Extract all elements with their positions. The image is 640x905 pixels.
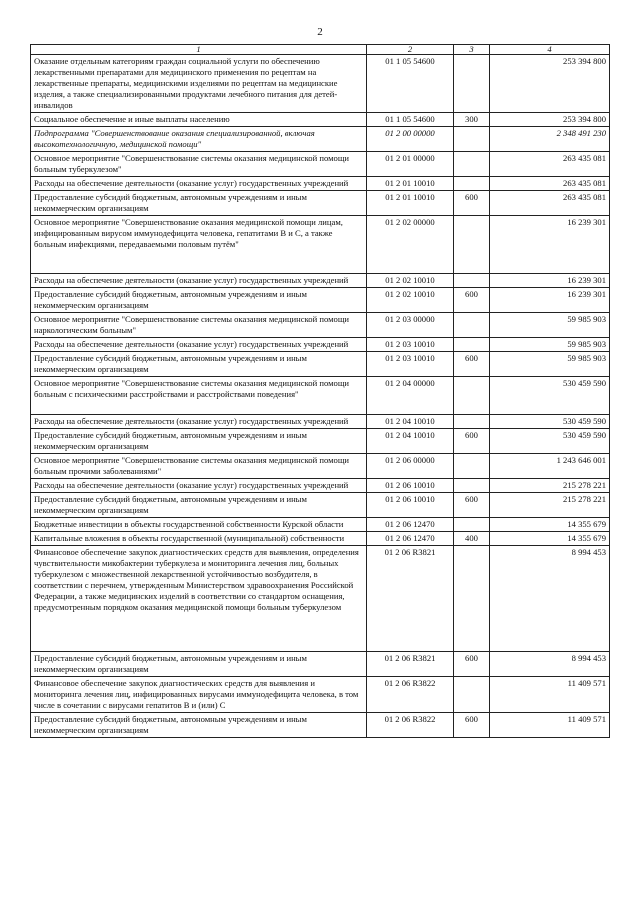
row-name-cell: Социальное обеспечение и иные выплаты населению <box>31 113 367 127</box>
row-type-cell <box>454 415 490 429</box>
row-type-cell: 600 <box>454 429 490 454</box>
row-name-cell: Бюджетные инвестиции в объекты государственной собственности Курской области <box>31 518 367 532</box>
row-name-cell: Предоставление субсидий бюджетным, автономным учреждениям и иным некоммерческим организациям <box>31 191 367 216</box>
row-name-cell: Расходы на обеспечение деятельности (оказание услуг) государственных учреждений <box>31 177 367 191</box>
row-name-cell: Предоставление субсидий бюджетным, автономным учреждениям и иным некоммерческим организациям <box>31 288 367 313</box>
budget-table <box>30 44 610 738</box>
table-row <box>31 713 610 738</box>
row-type-cell <box>454 177 490 191</box>
row-type-cell: 600 <box>454 352 490 377</box>
table-row <box>31 652 610 677</box>
row-amount-cell: 2 348 491 230 <box>490 127 610 152</box>
table-row <box>31 191 610 216</box>
row-name-cell: Финансовое обеспечение закупок диагностических средств для выявления, определения чувствительности микобактерии туберкулеза и мониторинга лечения лиц, больных туберкулезом с множественной лекарственной устойчивостью возбудителя, в соответствии с перечнем, утвержденным Министерством здравоохранения Российской Федерации, а также медицинских изделий в соответствии со стандартом оснащения, предусмотренным порядком оказания медицинской помощи больным туберкулезом <box>31 546 367 652</box>
row-type-cell: 400 <box>454 532 490 546</box>
row-name-cell: Оказание отдельным категориям граждан социальной услуги по обеспечению лекарственными препаратами для медицинского применения по рецептам на лекарственные препараты, медицинскими изделиями по рецептам на медицинские изделия, а также специализированными продуктами лечебного питания для детей-инвалидов <box>31 55 367 113</box>
table-row <box>31 127 610 152</box>
row-name-cell: Основное мероприятие "Совершенствование системы оказания медицинской помощи больным туберкулезом" <box>31 152 367 177</box>
row-code-cell: 01 1 05 54600 <box>367 55 454 113</box>
row-amount-cell: 263 435 081 <box>490 152 610 177</box>
table-row <box>31 177 610 191</box>
row-amount-cell: 215 278 221 <box>490 479 610 493</box>
table-row <box>31 532 610 546</box>
row-amount-cell: 59 985 903 <box>490 338 610 352</box>
row-amount-cell: 14 355 679 <box>490 532 610 546</box>
row-code-cell: 01 2 00 00000 <box>367 127 454 152</box>
row-type-cell <box>454 377 490 415</box>
row-type-cell: 600 <box>454 652 490 677</box>
row-code-cell: 01 2 06 R3822 <box>367 713 454 738</box>
row-amount-cell: 263 435 081 <box>490 177 610 191</box>
row-name-cell: Предоставление субсидий бюджетным, автономным учреждениям и иным некоммерческим организациям <box>31 352 367 377</box>
row-code-cell: 01 2 06 12470 <box>367 532 454 546</box>
table-row <box>31 113 610 127</box>
row-type-cell: 600 <box>454 493 490 518</box>
table-row <box>31 493 610 518</box>
row-code-cell: 01 2 02 10010 <box>367 288 454 313</box>
row-name-cell: Основное мероприятие "Совершенствование системы оказания медицинской помощи наркологическим больным" <box>31 313 367 338</box>
row-name-cell: Расходы на обеспечение деятельности (оказание услуг) государственных учреждений <box>31 479 367 493</box>
row-amount-cell: 11 409 571 <box>490 713 610 738</box>
row-amount-cell: 8 994 453 <box>490 546 610 652</box>
row-type-cell <box>454 338 490 352</box>
row-amount-cell: 530 459 590 <box>490 429 610 454</box>
row-amount-cell: 253 394 800 <box>490 55 610 113</box>
row-name-cell: Предоставление субсидий бюджетным, автономным учреждениям и иным некоммерческим организациям <box>31 493 367 518</box>
row-code-cell: 01 2 02 10010 <box>367 274 454 288</box>
table-row <box>31 429 610 454</box>
row-name-cell: Основное мероприятие "Совершенствование системы оказания медицинской помощи больным прочими заболеваниями" <box>31 454 367 479</box>
row-type-cell: 600 <box>454 191 490 216</box>
row-amount-cell: 16 239 301 <box>490 288 610 313</box>
row-code-cell: 01 1 05 54600 <box>367 113 454 127</box>
row-name-cell: Капитальные вложения в объекты государственной (муниципальной) собственности <box>31 532 367 546</box>
table-row <box>31 677 610 713</box>
row-name-cell: Подпрограмма "Совершенствование оказания специализированной, включая высокотехнологичную, медицинской помощи" <box>31 127 367 152</box>
table-row <box>31 55 610 113</box>
row-type-cell <box>454 216 490 274</box>
row-amount-cell: 8 994 453 <box>490 652 610 677</box>
table-row <box>31 288 610 313</box>
row-type-cell <box>454 518 490 532</box>
row-amount-cell: 530 459 590 <box>490 377 610 415</box>
table-row <box>31 152 610 177</box>
row-type-cell <box>454 546 490 652</box>
table-row <box>31 274 610 288</box>
row-amount-cell: 530 459 590 <box>490 415 610 429</box>
row-code-cell: 01 2 01 10010 <box>367 177 454 191</box>
row-name-cell: Расходы на обеспечение деятельности (оказание услуг) государственных учреждений <box>31 274 367 288</box>
row-name-cell: Основное мероприятие "Совершенствование системы оказания медицинской помощи больным с психическими расстройствами и расстройствами поведения" <box>31 377 367 415</box>
row-name-cell: Основное мероприятие "Совершенствование оказания медицинской помощи лицам, инфицированным вирусом иммунодефицита человека, гепатитами B и C, а также больным инфекциями, передаваемыми половым путём" <box>31 216 367 274</box>
row-code-cell: 01 2 03 00000 <box>367 313 454 338</box>
row-amount-cell: 215 278 221 <box>490 493 610 518</box>
table-row <box>31 377 610 415</box>
row-amount-cell: 1 243 646 001 <box>490 454 610 479</box>
row-type-cell <box>454 479 490 493</box>
row-amount-cell: 11 409 571 <box>490 677 610 713</box>
row-code-cell: 01 2 06 10010 <box>367 479 454 493</box>
header-row <box>31 45 610 55</box>
row-code-cell: 01 2 04 00000 <box>367 377 454 415</box>
row-name-cell: Предоставление субсидий бюджетным, автономным учреждениям и иным некоммерческим организациям <box>31 652 367 677</box>
row-amount-cell: 14 355 679 <box>490 518 610 532</box>
header-col-3: 3 <box>454 45 490 55</box>
row-type-cell <box>454 55 490 113</box>
row-type-cell <box>454 677 490 713</box>
row-code-cell: 01 2 02 00000 <box>367 216 454 274</box>
row-name-cell: Расходы на обеспечение деятельности (оказание услуг) государственных учреждений <box>31 338 367 352</box>
row-name-cell: Предоставление субсидий бюджетным, автономным учреждениям и иным некоммерческим организациям <box>31 429 367 454</box>
row-code-cell: 01 2 04 10010 <box>367 429 454 454</box>
row-type-cell <box>454 313 490 338</box>
header-col-1: 1 <box>31 45 367 55</box>
row-amount-cell: 59 985 903 <box>490 313 610 338</box>
row-type-cell <box>454 152 490 177</box>
row-type-cell: 600 <box>454 713 490 738</box>
row-amount-cell: 263 435 081 <box>490 191 610 216</box>
row-amount-cell: 59 985 903 <box>490 352 610 377</box>
row-code-cell: 01 2 01 10010 <box>367 191 454 216</box>
table-row <box>31 479 610 493</box>
row-code-cell: 01 2 06 R3822 <box>367 677 454 713</box>
row-type-cell <box>454 274 490 288</box>
row-code-cell: 01 2 01 00000 <box>367 152 454 177</box>
table-row <box>31 352 610 377</box>
header-col-4: 4 <box>490 45 610 55</box>
row-amount-cell: 16 239 301 <box>490 274 610 288</box>
table-row <box>31 313 610 338</box>
page-number: 2 <box>317 26 323 38</box>
row-type-cell: 600 <box>454 288 490 313</box>
row-code-cell: 01 2 06 R3821 <box>367 546 454 652</box>
row-code-cell: 01 2 03 10010 <box>367 338 454 352</box>
row-code-cell: 01 2 06 00000 <box>367 454 454 479</box>
table-row <box>31 546 610 652</box>
row-name-cell: Расходы на обеспечение деятельности (оказание услуг) государственных учреждений <box>31 415 367 429</box>
table-row <box>31 338 610 352</box>
row-type-cell: 300 <box>454 113 490 127</box>
table-row <box>31 415 610 429</box>
row-type-cell <box>454 127 490 152</box>
row-type-cell <box>454 454 490 479</box>
row-code-cell: 01 2 04 10010 <box>367 415 454 429</box>
row-name-cell: Финансовое обеспечение закупок диагностических средств для выявления и мониторинга лечения лиц, инфицированных вирусами иммунодефицита человека, в том числе в сочетании с вирусами гепатитов B и (или) C <box>31 677 367 713</box>
table-row <box>31 518 610 532</box>
row-code-cell: 01 2 03 10010 <box>367 352 454 377</box>
table-row <box>31 216 610 274</box>
row-code-cell: 01 2 06 10010 <box>367 493 454 518</box>
row-amount-cell: 16 239 301 <box>490 216 610 274</box>
header-col-2: 2 <box>367 45 454 55</box>
row-name-cell: Предоставление субсидий бюджетным, автономным учреждениям и иным некоммерческим организациям <box>31 713 367 738</box>
table-row <box>31 454 610 479</box>
row-code-cell: 01 2 06 12470 <box>367 518 454 532</box>
row-amount-cell: 253 394 800 <box>490 113 610 127</box>
row-code-cell: 01 2 06 R3821 <box>367 652 454 677</box>
